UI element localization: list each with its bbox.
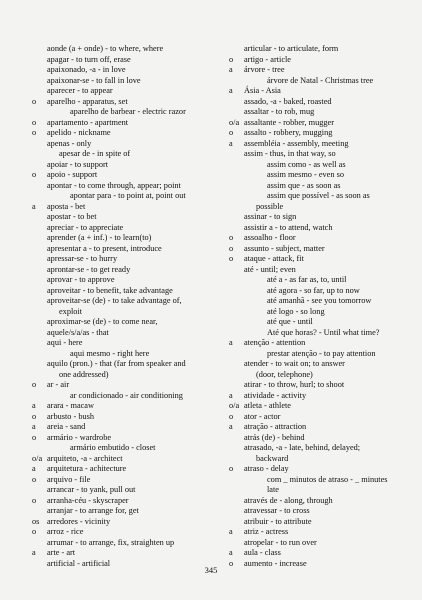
glossary-text: até a - as far as, to, until <box>267 275 347 284</box>
glossary-text: apreciar - to appreciate <box>47 222 124 232</box>
glossary-text: assim - thus, in that way, so <box>244 149 336 158</box>
glossary-text: apresentar a - to present, introduce <box>47 243 162 253</box>
gender-marker: a <box>229 86 233 95</box>
glossary-text: ator - actor <box>244 411 281 421</box>
glossary-text: árvore - tree <box>244 65 285 74</box>
gender-marker: a <box>229 527 233 536</box>
glossary-text: até que - until <box>267 317 313 326</box>
glossary-line <box>32 97 222 108</box>
glossary-text: one addressed) <box>59 369 109 379</box>
glossary-line <box>229 422 409 433</box>
glossary-line <box>32 160 222 171</box>
glossary-text: apoio - support <box>47 170 98 179</box>
glossary-text: prestar atenção - to pay attention <box>267 348 376 358</box>
glossary-line <box>229 212 409 223</box>
glossary-text: arte - art <box>47 548 76 557</box>
glossary-line <box>32 223 222 234</box>
glossary-text: atrasado, -a - late, behind, delayed; <box>244 443 361 452</box>
glossary-line <box>32 86 222 97</box>
glossary-line <box>229 517 409 528</box>
glossary-line <box>32 244 222 255</box>
glossary-text: árvore de Natal - Christmas tree <box>267 75 374 85</box>
glossary-line <box>32 55 222 66</box>
glossary-line <box>229 97 409 108</box>
glossary-text: arquivo - file <box>47 474 91 484</box>
glossary-line <box>229 254 409 265</box>
glossary-text: atenção - attention <box>244 338 306 347</box>
glossary-line <box>32 233 222 244</box>
glossary-line <box>229 149 409 160</box>
glossary-text: assembléia - assembly, meeting <box>244 138 349 148</box>
glossary-line <box>32 181 222 192</box>
left-column <box>32 44 222 569</box>
glossary-text: assunto - subject, matter <box>244 243 325 253</box>
glossary-text: atirar - to throw, hurl; to shoot <box>244 380 345 389</box>
glossary-text: arranha-céu - skyscraper <box>47 495 129 505</box>
glossary-line <box>32 443 222 454</box>
glossary-text: assalto - robbery, mugging <box>244 128 333 137</box>
gender-marker: a <box>32 201 36 211</box>
glossary-line <box>229 485 409 496</box>
glossary-line <box>32 296 222 307</box>
gender-marker: o <box>229 54 234 64</box>
glossary-line <box>32 254 222 265</box>
glossary-text: até - until; even <box>244 264 296 274</box>
glossary-text: assinar - to sign <box>244 212 297 221</box>
gender-marker: o/a <box>229 401 240 410</box>
glossary-line <box>229 233 409 244</box>
glossary-text: assim que possível - as soon as <box>267 191 370 200</box>
glossary-line <box>32 275 222 286</box>
glossary-text: aparecer - to appear <box>47 86 113 95</box>
glossary-line <box>229 506 409 517</box>
glossary-line <box>229 170 409 181</box>
glossary-line <box>229 496 409 507</box>
glossary-text: apesar de - in spite of <box>59 149 131 158</box>
glossary-text: atender - to wait on; to answer <box>244 359 345 368</box>
glossary-text: aparelho de barbear - electric razor <box>70 107 186 116</box>
glossary-text: apenas - only <box>47 138 92 148</box>
glossary-text: com _ minutos de atraso - _ minutes <box>267 474 388 484</box>
glossary-line <box>32 412 222 423</box>
glossary-text: aparelho - apparatus, set <box>47 96 128 106</box>
gender-marker: o <box>229 464 234 473</box>
gender-marker: o <box>32 495 37 505</box>
glossary-line <box>32 307 222 318</box>
glossary-text: possible <box>256 201 284 211</box>
glossary-line <box>32 44 222 55</box>
glossary-text: atribuir - to attribute <box>244 516 312 526</box>
glossary-line <box>229 380 409 391</box>
gender-marker: o <box>32 128 37 137</box>
glossary-line <box>229 401 409 412</box>
glossary-text: atividade - activity <box>244 390 307 400</box>
glossary-line <box>32 170 222 181</box>
gender-marker: o <box>32 474 37 484</box>
glossary-text: arredores - vicinity <box>47 516 111 526</box>
glossary-line <box>229 160 409 171</box>
glossary-line <box>229 527 409 538</box>
gender-marker: o <box>229 411 234 421</box>
glossary-text: aproximar-se (de) - to come near, <box>47 317 158 326</box>
glossary-text: apaixonado, -a - in love <box>47 65 126 74</box>
glossary-line <box>32 538 222 549</box>
glossary-text: artificial - artificial <box>47 558 111 568</box>
glossary-line <box>32 527 222 538</box>
glossary-text: arara - macaw <box>47 401 94 410</box>
gender-marker: a <box>32 548 36 557</box>
glossary-line <box>32 517 222 528</box>
glossary-line <box>32 401 222 412</box>
glossary-text: arquiteto, -a - architect <box>47 453 123 463</box>
glossary-text: late <box>267 485 279 494</box>
glossary-line <box>229 464 409 475</box>
glossary-line <box>229 202 409 213</box>
glossary-line <box>229 223 409 234</box>
glossary-line <box>229 443 409 454</box>
glossary-text: ar - air <box>47 380 70 389</box>
gender-marker: a <box>229 390 233 400</box>
glossary-line <box>229 286 409 297</box>
glossary-line <box>229 359 409 370</box>
glossary-line <box>229 181 409 192</box>
glossary-text: apoiar - to support <box>47 159 109 169</box>
glossary-text: assim como - as well as <box>267 159 346 169</box>
gender-marker: a <box>229 338 233 347</box>
glossary-line <box>32 475 222 486</box>
glossary-text: arquitetura - achitecture <box>47 464 127 473</box>
glossary-text: arrumar - to arrange, fix, straighten up <box>47 537 175 547</box>
glossary-text: aqui mesmo - right here <box>70 348 150 358</box>
glossary-text: assaltar - to rob, mug <box>244 107 315 116</box>
glossary-line <box>32 202 222 213</box>
glossary-line <box>32 391 222 402</box>
glossary-text: apressar-se - to hurry <box>47 254 118 263</box>
glossary-text: assaltante - robber, mugger <box>244 117 334 127</box>
glossary-text: atração - attraction <box>244 422 307 431</box>
glossary-line <box>32 548 222 559</box>
glossary-text: ataque - attack, fit <box>244 254 304 263</box>
glossary-line <box>32 139 222 150</box>
glossary-text: aonde (a + onde) - to where, where <box>47 44 164 53</box>
gender-marker: o <box>229 243 234 253</box>
glossary-line <box>32 485 222 496</box>
glossary-line <box>229 118 409 129</box>
glossary-line <box>32 370 222 381</box>
glossary-text: ar condicionado - air conditioning <box>70 390 183 400</box>
glossary-line <box>32 349 222 360</box>
glossary-line <box>229 307 409 318</box>
glossary-line <box>32 76 222 87</box>
glossary-line <box>32 464 222 475</box>
glossary-line <box>229 370 409 381</box>
glossary-text: (door, telephone) <box>256 369 313 379</box>
glossary-text: aqui - here <box>47 338 83 347</box>
glossary-text: até amanhã - see you tomorrow <box>267 296 372 305</box>
glossary-text: aula - class <box>244 548 281 557</box>
glossary-line <box>32 328 222 339</box>
glossary-text: através de - along, through <box>244 495 333 505</box>
glossary-text: apontar para - to point at, point out <box>70 191 186 200</box>
glossary-line <box>32 422 222 433</box>
glossary-line <box>32 212 222 223</box>
glossary-text: assistir a - to attend, watch <box>244 222 333 232</box>
right-column <box>229 44 409 569</box>
glossary-text: Até que horas? - Until what time? <box>267 327 380 337</box>
glossary-line <box>229 265 409 276</box>
glossary-text: aposta - bet <box>47 201 86 211</box>
glossary-line <box>32 496 222 507</box>
glossary-line <box>229 454 409 465</box>
glossary-text: assim mesmo - even so <box>267 170 344 179</box>
glossary-line <box>229 128 409 139</box>
gender-marker: a <box>32 422 36 431</box>
glossary-line <box>32 359 222 370</box>
glossary-text: aproveitar-se (de) - to take advantage of, <box>47 296 182 305</box>
glossary-line <box>229 412 409 423</box>
gender-marker: a <box>229 138 233 148</box>
glossary-line <box>32 265 222 276</box>
glossary-line <box>32 149 222 160</box>
gender-marker: a <box>32 401 36 410</box>
glossary-text: até agora - so far, up to now <box>267 285 360 295</box>
glossary-line <box>229 296 409 307</box>
gender-marker: o <box>229 558 234 568</box>
glossary-line <box>229 44 409 55</box>
glossary-line <box>229 391 409 402</box>
glossary-line <box>229 338 409 349</box>
glossary-text: arroz - rice <box>47 527 84 536</box>
glossary-line <box>32 286 222 297</box>
gender-marker: o <box>32 411 37 421</box>
gender-marker: o <box>32 96 37 106</box>
glossary-text: aquilo (pron.) - that (far from speaker and <box>47 359 186 368</box>
glossary-text: até logo - so long <box>267 306 325 316</box>
glossary-text: armário - wardrobe <box>47 432 112 442</box>
gender-marker: o/a <box>229 117 240 127</box>
glossary-line <box>229 317 409 328</box>
glossary-text: artigo - article <box>244 54 291 64</box>
glossary-line <box>229 349 409 360</box>
glossary-line <box>32 506 222 517</box>
glossary-line <box>32 118 222 129</box>
glossary-text: apostar - to bet <box>47 212 97 221</box>
glossary-line <box>32 191 222 202</box>
glossary-text: aprontar-se - to get ready <box>47 264 131 274</box>
gender-marker: o/a <box>32 453 43 463</box>
glossary-text: aquele/s/a/as - that <box>47 327 109 337</box>
glossary-text: arranjar - to arrange for, get <box>47 506 139 515</box>
gender-marker: a <box>32 464 36 473</box>
glossary-text: aprender (a + inf.) - to learn(to) <box>47 233 152 242</box>
glossary-text: arbusto - bush <box>47 411 95 421</box>
glossary-line <box>229 65 409 76</box>
glossary-text: apontar - to come through, appear; point <box>47 180 181 190</box>
glossary-text: apaixonar-se - to fall in love <box>47 75 141 85</box>
glossary-line <box>32 380 222 391</box>
glossary-line <box>32 454 222 465</box>
glossary-text: atleta - athlete <box>244 401 291 410</box>
glossary-line <box>229 548 409 559</box>
glossary-line <box>32 338 222 349</box>
gender-marker: os <box>32 516 40 526</box>
glossary-text: assoalho - floor <box>244 233 296 242</box>
glossary-line <box>32 433 222 444</box>
gender-marker: a <box>229 65 233 74</box>
glossary-line <box>32 128 222 139</box>
glossary-text: apelido - nickname <box>47 128 111 137</box>
glossary-line <box>32 65 222 76</box>
glossary-text: areia - sand <box>47 422 86 431</box>
glossary-text: armário embutido - closet <box>70 443 156 452</box>
glossary-text: apartamento - apartment <box>47 117 129 127</box>
glossary-text: atrás (de) - behind <box>244 432 305 442</box>
glossary-text: assim que - as soon as <box>267 180 341 190</box>
glossary-text: atravessar - to cross <box>244 506 310 515</box>
glossary-line <box>32 317 222 328</box>
gender-marker: o <box>32 527 37 536</box>
glossary-line <box>229 475 409 486</box>
glossary-text: arrancar - to yank, pull out <box>47 485 136 494</box>
glossary-text: aproveitar - to benefit, take advantage <box>47 285 173 295</box>
glossary-text: atriz - actress <box>244 527 289 536</box>
glossary-line <box>229 328 409 339</box>
glossary-text: atropelar - to run over <box>244 537 317 547</box>
glossary-line <box>229 433 409 444</box>
glossary-line <box>229 55 409 66</box>
glossary-line <box>229 275 409 286</box>
gender-marker: o <box>32 432 37 442</box>
gender-marker: o <box>32 380 37 389</box>
glossary-text: articular - to articulate, form <box>244 44 339 53</box>
gender-marker: o <box>32 117 37 127</box>
glossary-line <box>32 107 222 118</box>
glossary-text: atraso - delay <box>244 464 289 473</box>
glossary-line <box>229 191 409 202</box>
gender-marker: a <box>229 548 233 557</box>
glossary-text: aumento - increase <box>244 558 307 568</box>
gender-marker: o <box>229 254 234 263</box>
page-number: 345 <box>204 565 218 575</box>
glossary-text: apagar - to turn off, erase <box>47 54 131 64</box>
glossary-line <box>229 107 409 118</box>
gender-marker: o <box>229 233 234 242</box>
glossary-line <box>229 538 409 549</box>
glossary-line <box>229 244 409 255</box>
glossary-text: backward <box>256 453 289 463</box>
gender-marker: a <box>229 422 233 431</box>
glossary-text: assado, -a - baked, roasted <box>244 96 332 106</box>
glossary-text: aprovar - to approve <box>47 275 115 284</box>
gender-marker: o <box>229 128 234 137</box>
glossary-text: exploit <box>59 306 83 316</box>
glossary-line <box>229 86 409 97</box>
glossary-line <box>229 139 409 150</box>
glossary-text: Ásia - Asia <box>244 86 281 95</box>
glossary-line <box>229 76 409 87</box>
gender-marker: o <box>32 170 37 179</box>
